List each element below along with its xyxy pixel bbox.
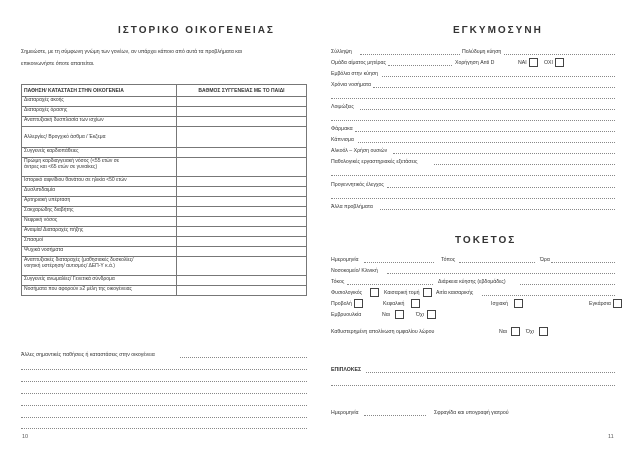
transverse-label: Εγκάρσια [589,301,611,307]
table-row: Σπασμοί [22,237,177,247]
intro-line-1: Σημειώστε, με τη σύμφωνη γνώμη των γονέων, αν υπάρχει κάποιο από αυτά τα προβλήματα και [21,49,242,55]
vacuum-yes-checkbox[interactable] [395,310,404,319]
relation-cell[interactable] [177,207,307,217]
relation-cell[interactable] [177,276,307,286]
birth-date-field[interactable] [364,262,434,263]
cesarean-label: Καισαρική τομή [384,290,420,296]
birth-title: ΤΟΚΕΤΟΣ [455,235,517,246]
notes-line[interactable] [21,369,307,370]
cesarean-reason-label: Αιτία καισαρικής [436,290,474,296]
other-problems-label: Άλλα προβλήματα [331,204,373,210]
alcohol-label: Αλκοόλ – Χρήση ουσιών [331,148,388,154]
infections-label: Λοιμώξεις [331,104,354,110]
notes-line[interactable] [21,417,307,418]
conception-field[interactable] [360,54,460,55]
page-number-left: 10 [22,434,29,440]
table-row: Ψυχικά νοσήματα [22,247,177,257]
cesarean-checkbox[interactable] [423,288,432,297]
doctor-stamp-label: Σφραγίδα και υπογραφή γιατρού [434,410,509,416]
medications-label: Φάρμακα [331,126,353,132]
vacuum-no-checkbox[interactable] [427,310,436,319]
other-conditions-line[interactable] [180,357,307,358]
cephalic-checkbox[interactable] [411,299,420,308]
vaccines-field[interactable] [382,76,615,77]
smoking-field[interactable] [358,142,615,143]
relation-cell[interactable] [177,117,307,127]
delayed-clamping-label: Καθυστερημένη απολίνωση ομφαλίου λώρου [331,329,435,335]
family-history-table [21,84,307,296]
row-text-1: Πρώιμη καρδιαγγειακή νόσος (<55 ετών σε [24,158,120,164]
row-text-2: νοητική υστέρηση/ αυτισμός/ ΔΕΠ-Υ κ.ά.) [24,263,115,269]
table-row: Συγγενείς καρδιοπάθειες [22,148,177,158]
birth-time-field[interactable] [551,262,615,263]
vacuum-yes-label: Ναι [382,312,390,318]
relation-cell[interactable] [177,237,307,247]
table-row: Συγγενείς ανωμαλίες/ Γενετικά σύνδρομα [22,276,177,286]
birth-time-label: Ώρα [540,257,550,263]
cesarean-reason-field[interactable] [482,295,615,296]
lab-tests-label: Παθολογικές εργαστηριακές εξετάσεις [331,159,418,165]
birth-date-label: Ημερομηνία [331,257,359,263]
presentation-label: Προβολή [331,301,352,307]
delayed-clamping-yes-label: Ναι [499,329,507,335]
prenatal-screening-line[interactable] [331,198,615,199]
multiple-pregnancy-field[interactable] [504,54,615,55]
chronic-diseases-line[interactable] [331,98,615,99]
relation-cell[interactable] [177,217,307,227]
delayed-clamping-yes-checkbox[interactable] [511,327,520,336]
lab-tests-field[interactable] [434,164,615,165]
delivery-label: Τόκος [331,279,345,285]
table-row: Αναπτυξιακή δυσπλασία των ισχίων [22,117,177,127]
row-text-2: άντρες και <65 ετών σε γυναίκες) [24,164,98,170]
alcohol-field[interactable] [393,153,615,154]
natural-birth-label: Φυσιολογικός [331,290,363,296]
relation-cell[interactable] [177,286,307,296]
relation-cell[interactable] [177,227,307,237]
relation-cell[interactable] [177,107,307,117]
relation-cell[interactable] [177,187,307,197]
table-row: Διαταραχές όρασης [22,107,177,117]
relation-cell[interactable] [177,158,307,177]
prenatal-screening-label: Προγεννητικός έλεγχος [331,182,384,188]
hospital-field[interactable] [387,273,615,274]
table-row [22,158,177,177]
presentation-checkbox[interactable] [354,299,363,308]
anti-d-no-label: ΟΧΙ [544,60,553,66]
infections-line[interactable] [331,120,615,121]
signature-date-field[interactable] [364,415,426,416]
relation-cell[interactable] [177,177,307,187]
notes-line[interactable] [21,393,307,394]
smoking-label: Κάπνισμα [331,137,354,143]
transverse-checkbox[interactable] [613,299,622,308]
birth-place-label: Τόπος [441,257,456,263]
notes-line[interactable] [21,428,307,429]
mother-blood-type-field[interactable] [388,65,452,66]
complications-field[interactable] [366,372,615,373]
condition-header: ΠΑΘΗΣΗ/ ΚΑΤΑΣΤΑΣΗ ΣΤΗΝ ΟΙΚΟΓΕΝΕΙΑ [22,85,177,97]
complications-line[interactable] [331,385,615,386]
complications-label: ΕΠΙΠΛΟΚΕΣ [331,367,362,373]
anti-d-no-checkbox[interactable] [555,58,564,67]
table-row: Νοσήματα που αφορούν ≥2 μέλη της οικογένειας [22,286,177,296]
prenatal-screening-field[interactable] [387,187,615,188]
relation-cell[interactable] [177,148,307,158]
page-number-right: 11 [608,434,614,440]
relation-cell[interactable] [177,247,307,257]
anti-d-yes-checkbox[interactable] [529,58,538,67]
vacuum-no-label: Όχι [416,312,424,318]
row-text-1: Αναπτυξιακές διαταραχές (μαθησιακές δυσκολίες/ [24,257,134,263]
vaccines-label: Εμβόλια στην κύηση [331,71,378,77]
anti-d-label: Χορήγηση Anti D [455,60,495,66]
hospital-label: Νοσοκομείο/ Κλινική [331,268,378,274]
relation-cell[interactable] [177,197,307,207]
relation-cell[interactable] [177,127,307,148]
chronic-diseases-field[interactable] [373,87,615,88]
medications-field[interactable] [355,131,615,132]
signature-date-label: Ημερομηνία [331,410,359,416]
notes-line[interactable] [21,405,307,406]
table-row: Αναιμία/ Διαταραχές πήξης [22,227,177,237]
conception-label: Σύλληψη [331,49,352,55]
relation-header: ΒΑΘΜΟΣ ΣΥΓΓΕΝΕΙΑΣ ΜΕ ΤΟ ΠΑΙΔΙ [177,85,307,97]
relation-cell[interactable] [177,257,307,276]
mother-blood-type-label: Ομάδα αίματος μητέρας [331,60,386,66]
multiple-pregnancy-label: Πολύδυμη κύηση [462,49,502,55]
pregnancy-title: ΕΓΚΥΜΟΣΥΝΗ [453,25,543,36]
other-problems-field[interactable] [380,209,615,210]
table-row: Δυσλιπιδαιμία [22,187,177,197]
lab-tests-line[interactable] [331,175,615,176]
table-row: Αρτηριακή υπέρταση [22,197,177,207]
table-row: Διαταραχές ακοής [22,97,177,107]
notes-line[interactable] [21,381,307,382]
anti-d-yes-label: ΝΑΙ [518,60,527,66]
delayed-clamping-no-checkbox[interactable] [539,327,548,336]
breech-label: Ισχιακή [491,301,508,307]
delayed-clamping-no-label: Όχι [526,329,534,335]
other-conditions-label: Άλλες σημαντικές παθήσεις ή καταστάσεις στην οικογένεια [21,352,155,358]
intro-line-2: επικοινωνήστε όποτε απαιτείται. [21,61,95,67]
natural-birth-checkbox[interactable] [370,288,379,297]
table-row: Ιστορικό αιφνίδιου θανάτου σε ηλικία <50 ετών [22,177,177,187]
table-row: Σακχαρώδης διαβήτης [22,207,177,217]
chronic-diseases-label: Χρόνια νοσήματα [331,82,372,88]
delivery-field[interactable] [347,284,433,285]
table-row [22,127,177,148]
vacuum-label: Εμβρυουλκία [331,312,362,318]
cephalic-label: Κεφαλική [383,301,405,307]
birth-place-field[interactable] [459,262,535,263]
gestation-weeks-label: Διάρκεια κύησης (εβδομάδες) [438,279,506,285]
family-history-title: ΙΣΤΟΡΙΚΟ ΟΙΚΟΓΕΝΕΙΑΣ [118,25,275,36]
table-row [22,257,177,276]
gestation-weeks-field[interactable] [520,284,615,285]
relation-cell[interactable] [177,97,307,107]
breech-checkbox[interactable] [514,299,523,308]
infections-field[interactable] [360,109,615,110]
table-row: Νεφρική νόσος [22,217,177,227]
row-text: Αλλεργίες/ Βρογχικό άσθμα / Έκζεμα [24,134,106,140]
